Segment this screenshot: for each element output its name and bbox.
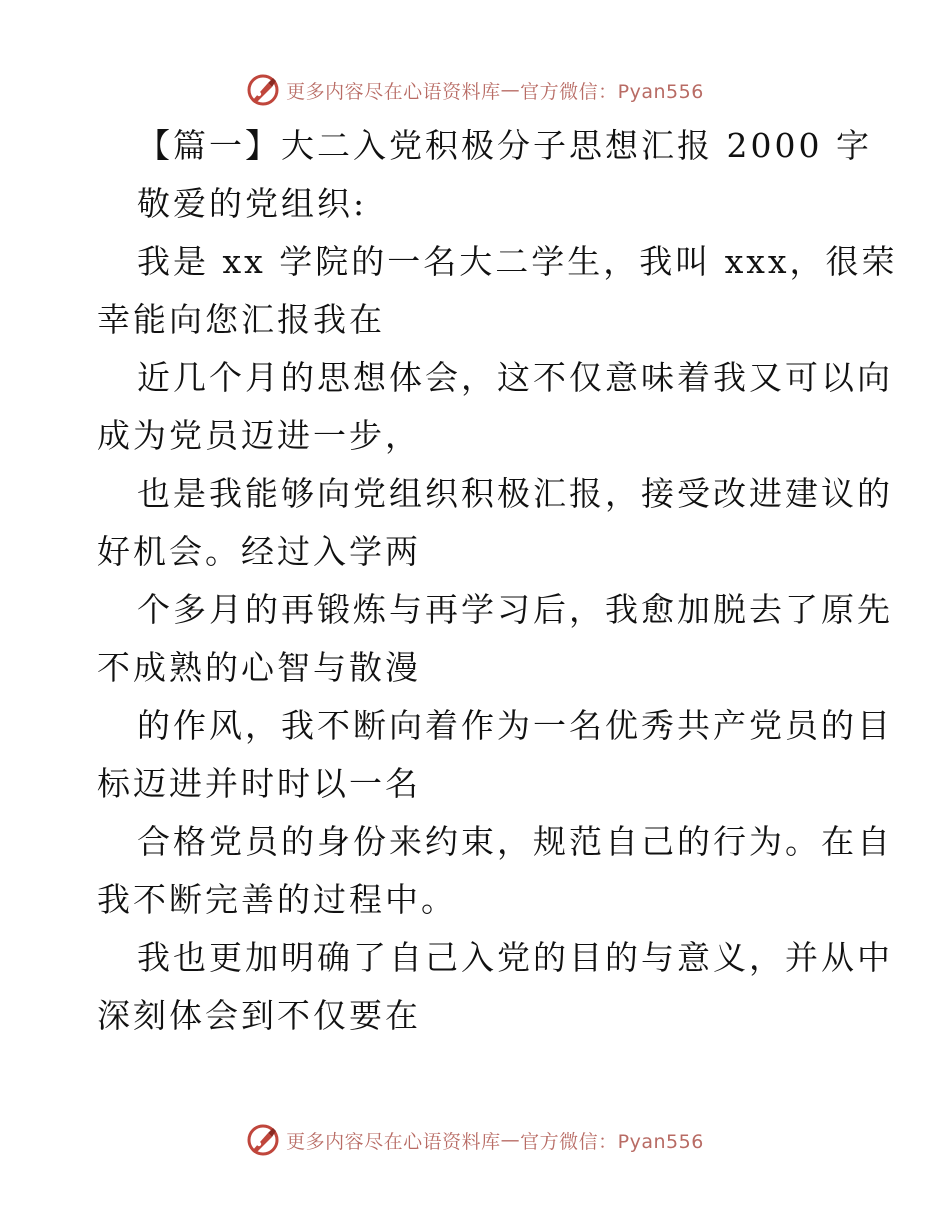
paragraph-line: 幸能向您汇报我在 [97,300,385,339]
header-wechat-text: 官方微信：Pyan556 [520,80,704,103]
paragraph-line: 个多月的再锻炼与再学习后，我愈加脱去了原先 [137,590,893,629]
document-body [97,117,898,1045]
paragraph-line: 我也更加明确了自己入党的目的与意义，并从中 [137,938,893,977]
paragraph-line: 我不断完善的过程中。 [97,880,457,919]
footer-separator: — [500,1129,521,1151]
salutation: 敬爱的党组织: [137,184,368,223]
paragraph-line: 深刻体会到不仅要在 [97,996,421,1035]
paragraph-line: 成为党员迈进一步， [97,416,421,455]
header-separator: — [500,79,521,101]
header-banner [0,70,950,110]
paragraph-line: 也是我能够向党组织积极汇报，接受改进建议的 [137,474,893,513]
paragraph-line: 好机会。经过入学两 [97,532,421,571]
paragraph-line: 我是 xx 学院的一名大二学生，我叫 xxx，很荣 [137,242,898,281]
document-title: 【篇一】大二入党积极分子思想汇报 2000 字 [137,126,872,165]
paragraph-line: 近几个月的思想体会，这不仅意味着我又可以向 [137,358,893,397]
footer-banner [0,1120,950,1160]
pen-logo-icon [246,73,280,107]
paragraph-line: 合格党员的身份来约束，规范自己的行为。在自 [137,822,893,861]
paragraph-line: 的作风，我不断向着作为一名优秀共产党员的目 [137,706,893,745]
paragraph-line: 标迈进并时时以一名 [97,764,421,803]
footer-brand-text: 更多内容尽在心语资料库 [286,1130,501,1153]
pen-logo-icon [246,1123,280,1157]
paragraph-line: 不成熟的心智与散漫 [97,648,421,687]
footer-wechat-text: 官方微信：Pyan556 [520,1130,704,1153]
header-brand-text: 更多内容尽在心语资料库 [286,80,501,103]
